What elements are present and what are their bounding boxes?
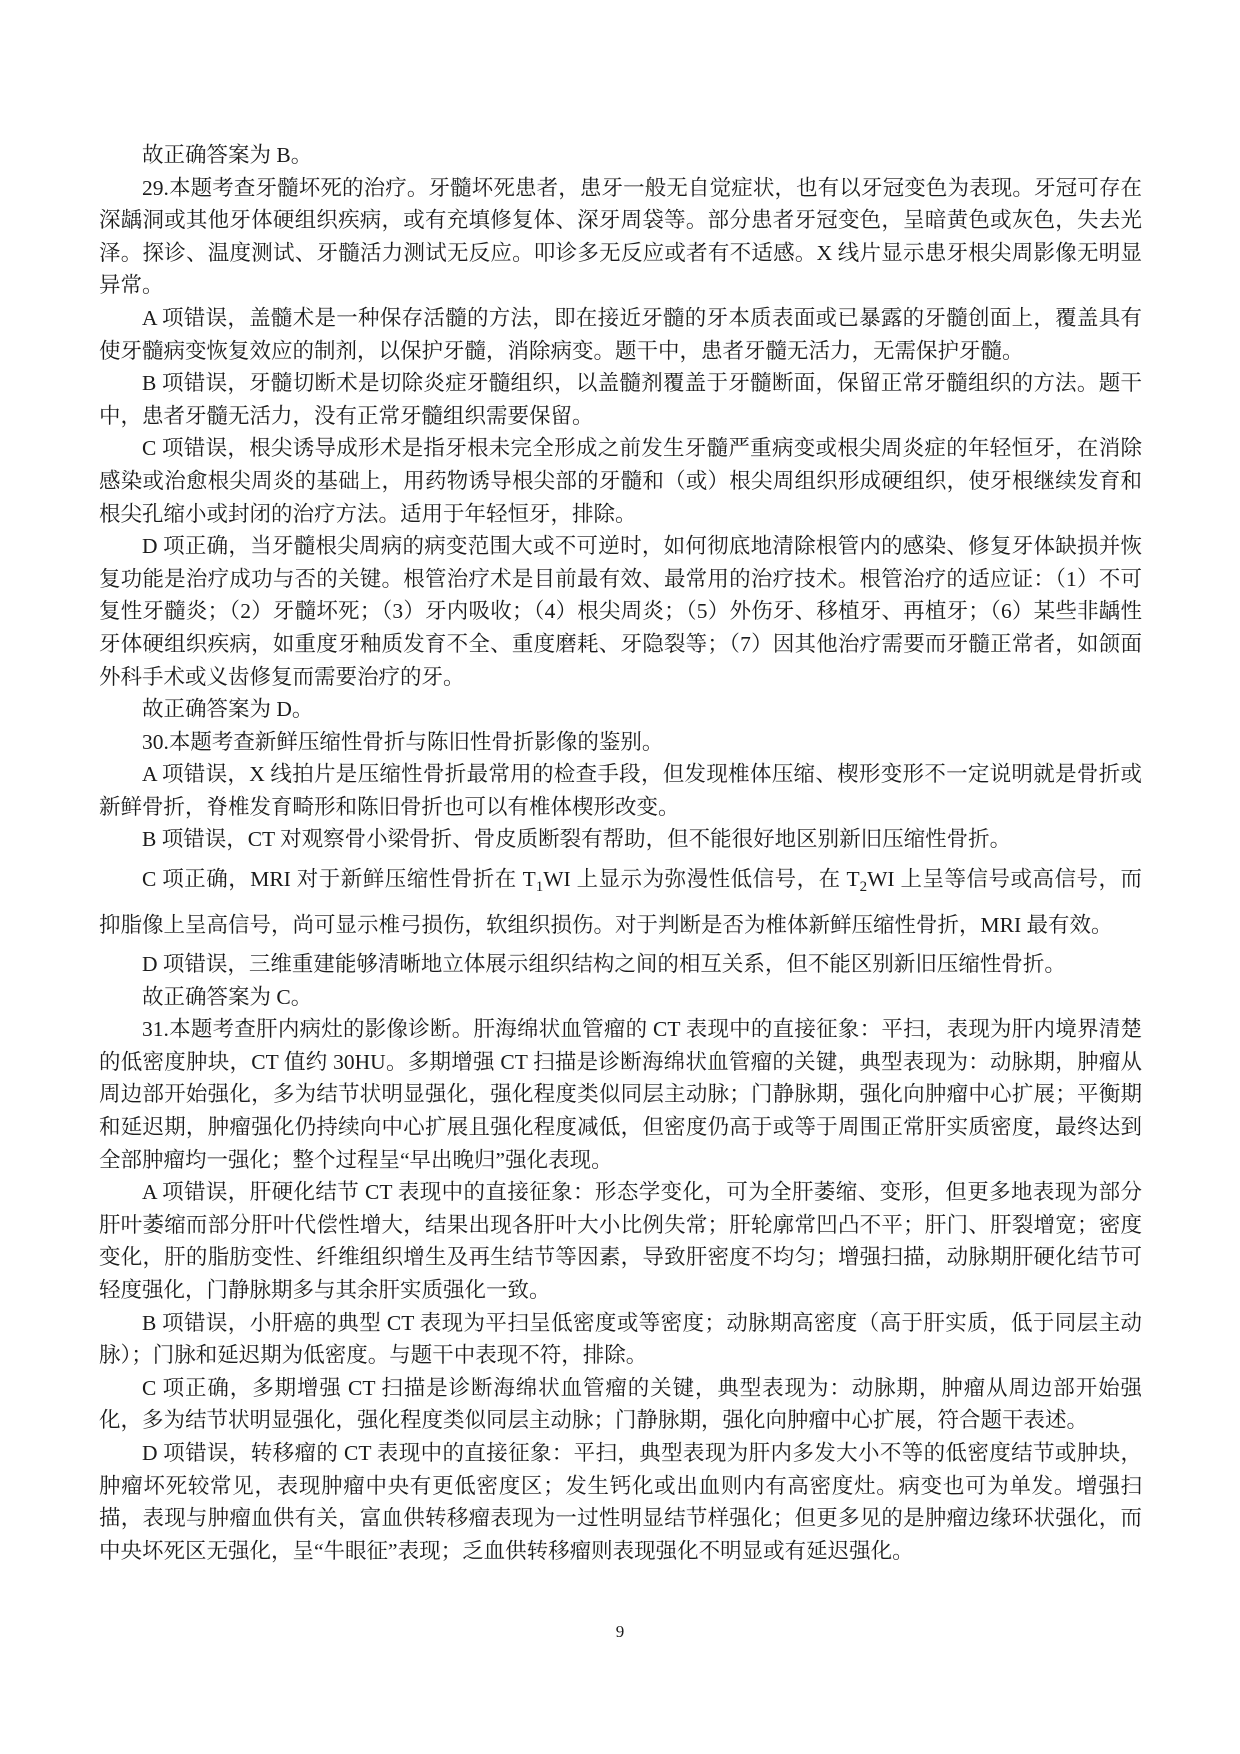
q31-option-d: D 项错误，转移瘤的 CT 表现中的直接征象：平扫，典型表现为肝内多发大小不等的低密度结节或肿块，肿瘤坏死较常见，表现肿瘤中央有更低密度区；发生钙化或出血则内有高密度灶。病变也可为单发。增强扫描，表现与肿瘤血供有关，富血供转移瘤表现为一过性明显结节样强化；但更多见的是肿瘤边缘环状强化，而中央坏死区无强化，呈“牛眼征”表现；乏血供转移瘤则表现强化不明显或有延迟强化。 bbox=[99, 1440, 1142, 1563]
q29-option-d: D 项正确，当牙髓根尖周病的病变范围大或不可逆时，如何彻底地清除根管内的感染、修复牙体缺损并恢复功能是治疗成功与否的关键。根管治疗术是目前最有效、最常用的治疗技术。根管治疗的适应证：（1）不可复性牙髓炎；（2）牙髓坏死；（3）牙内吸收；（4）根尖周炎；（5）外伤牙、移植牙、再植牙；（6）某些非龋性牙体硬组织疾病，如重度牙釉质发育不全、重度磨耗、牙隐裂等；（7）因其他治疗需要而牙髓正常者，如颌面外科手术或义齿修复而需要治疗的牙。 bbox=[99, 534, 1142, 689]
q30-option-b: B 项错误，CT 对观察骨小梁骨折、骨皮质断裂有帮助，但不能很好地区别新旧压缩性骨折。 bbox=[142, 827, 1012, 852]
answer-line-q30: 故正确答案为 C。 bbox=[142, 984, 313, 1009]
q31-option-a: A 项错误，肝硬化结节 CT 表现中的直接征象：形态学变化，可为全肝萎缩、变形，但更多地表现为部分肝叶萎缩而部分肝叶代偿性增大，结果出现各肝叶大小比例失常；肝轮廓常凹凸不平；肝门、肝裂增宽；密度变化，肝的脂肪变性、纤维组织增生及再生结节等因素，导致肝密度不均匀；增强扫描，动脉期肝硬化结节可轻度强化，门静脉期多与其余肝实质强化一致。 bbox=[99, 1180, 1142, 1302]
q31-analysis: 31.本题考查肝内病灶的影像诊断。肝海绵状血管瘤的 CT 表现中的直接征象：平扫，表现为肝内境界清楚的低密度肿块，CT 值约 30HU。多期增强 CT 扫描是诊断海绵状血管瘤的关键，典型表现为：动脉期，肿瘤从周边部开始强化，多为结节状明显强化，强化程度类似同层主动脉；门静脉期，强化向肿瘤中心扩展；平衡期和延迟期，肿瘤强化仍持续向中心扩展且强化程度减低，但密度仍高于或等于周围正常肝实质密度，最终达到全部肿瘤均一强化；整个过程呈“早出晚归”强化表现。 bbox=[99, 1017, 1142, 1172]
answer-line-q29: 故正确答案为 D。 bbox=[142, 697, 314, 722]
q30-option-c-part2: WI 上显示为弥漫性低信号，在 T bbox=[543, 867, 860, 892]
q30-option-c-part1: C 项正确，MRI 对于新鲜压缩性骨折在 T bbox=[142, 867, 536, 892]
q30-analysis: 30.本题考查新鲜压缩性骨折与陈旧性骨折影像的鉴别。 bbox=[142, 729, 664, 754]
q29-analysis: 29.本题考查牙髓坏死的治疗。牙髓坏死患者，患牙一般无自觉症状，也有以牙冠变色为表现。牙冠可存在深龋洞或其他牙体硬组织疾病，或有充填修复体、深牙周袋等。部分患者牙冠变色，呈暗黄色或灰色，失去光泽。探诊、温度测试、牙髓活力测试无反应。叩诊多无反应或者有不适感。X 线片显示患牙根尖周影像无明显异常。 bbox=[99, 175, 1142, 298]
t1-subscript: 1 bbox=[535, 879, 544, 896]
q29-option-c: C 项错误，根尖诱导成形术是指牙根未完全形成之前发生牙髓严重病变或根尖周炎症的年轻恒牙，在消除感染或治愈根尖周炎的基础上，用药物诱导根尖部的牙髓和（或）根尖周组织形成硬组织，使牙根继续发育和根尖孔缩小或封闭的治疗方法。适用于年轻恒牙，排除。 bbox=[99, 436, 1142, 526]
q29-option-b: B 项错误，牙髓切断术是切除炎症牙髓组织，以盖髓剂覆盖于牙髓断面，保留正常牙髓组织的方法。题干中，患者牙髓无活力，没有正常牙髓组织需要保留。 bbox=[99, 371, 1142, 428]
answer-line-q28: 故正确答案为 B。 bbox=[142, 143, 313, 167]
q30-option-d: D 项错误，三维重建能够清晰地立体展示组织结构之间的相互关系，但不能区别新旧压缩性骨折。 bbox=[142, 952, 1066, 977]
page-number: 9 bbox=[615, 1622, 625, 1641]
answer-explanations-text bbox=[99, 139, 1142, 1567]
q29-option-a: A 项错误，盖髓术是一种保存活髓的方法，即在接近牙髓的牙本质表面或已暴露的牙髓创面上，覆盖具有使牙髓病变恢复效应的制剂，以保护牙髓，消除病变。题干中，患者牙髓无活力，无需保护牙髓。 bbox=[99, 305, 1142, 363]
q30-option-a: A 项错误，X 线拍片是压缩性骨折最常用的检查手段，但发现椎体压缩、楔形变形不一定说明就是骨折或新鲜骨折，脊椎发育畸形和陈旧骨折也可以有椎体楔形改变。 bbox=[99, 762, 1142, 819]
q31-option-b: B 项错误，小肝癌的典型 CT 表现为平扫呈低密度或等密度；动脉期高密度（高于肝实质，低于同层主动脉）；门脉和延迟期为低密度。与题干中表现不符，排除。 bbox=[99, 1310, 1142, 1368]
q30-option-c bbox=[99, 856, 1142, 948]
t2-subscript: 2 bbox=[859, 879, 868, 896]
q31-option-c: C 项正确，多期增强 CT 扫描是诊断海绵状血管瘤的关键，典型表现为：动脉期，肿瘤从周边部开始强化，多为结节状明显强化，强化程度类似同层主动脉；门静脉期，强化向肿瘤中心扩展，符合题干表述。 bbox=[99, 1375, 1142, 1433]
q30-option-c-part3: WI 上呈等信号或高信号，而抑脂像上呈高信号，尚可显示椎弓损伤，软组织损伤。对于判断是否为椎体新鲜压缩性骨折，MRI 最有效。 bbox=[99, 867, 1142, 938]
